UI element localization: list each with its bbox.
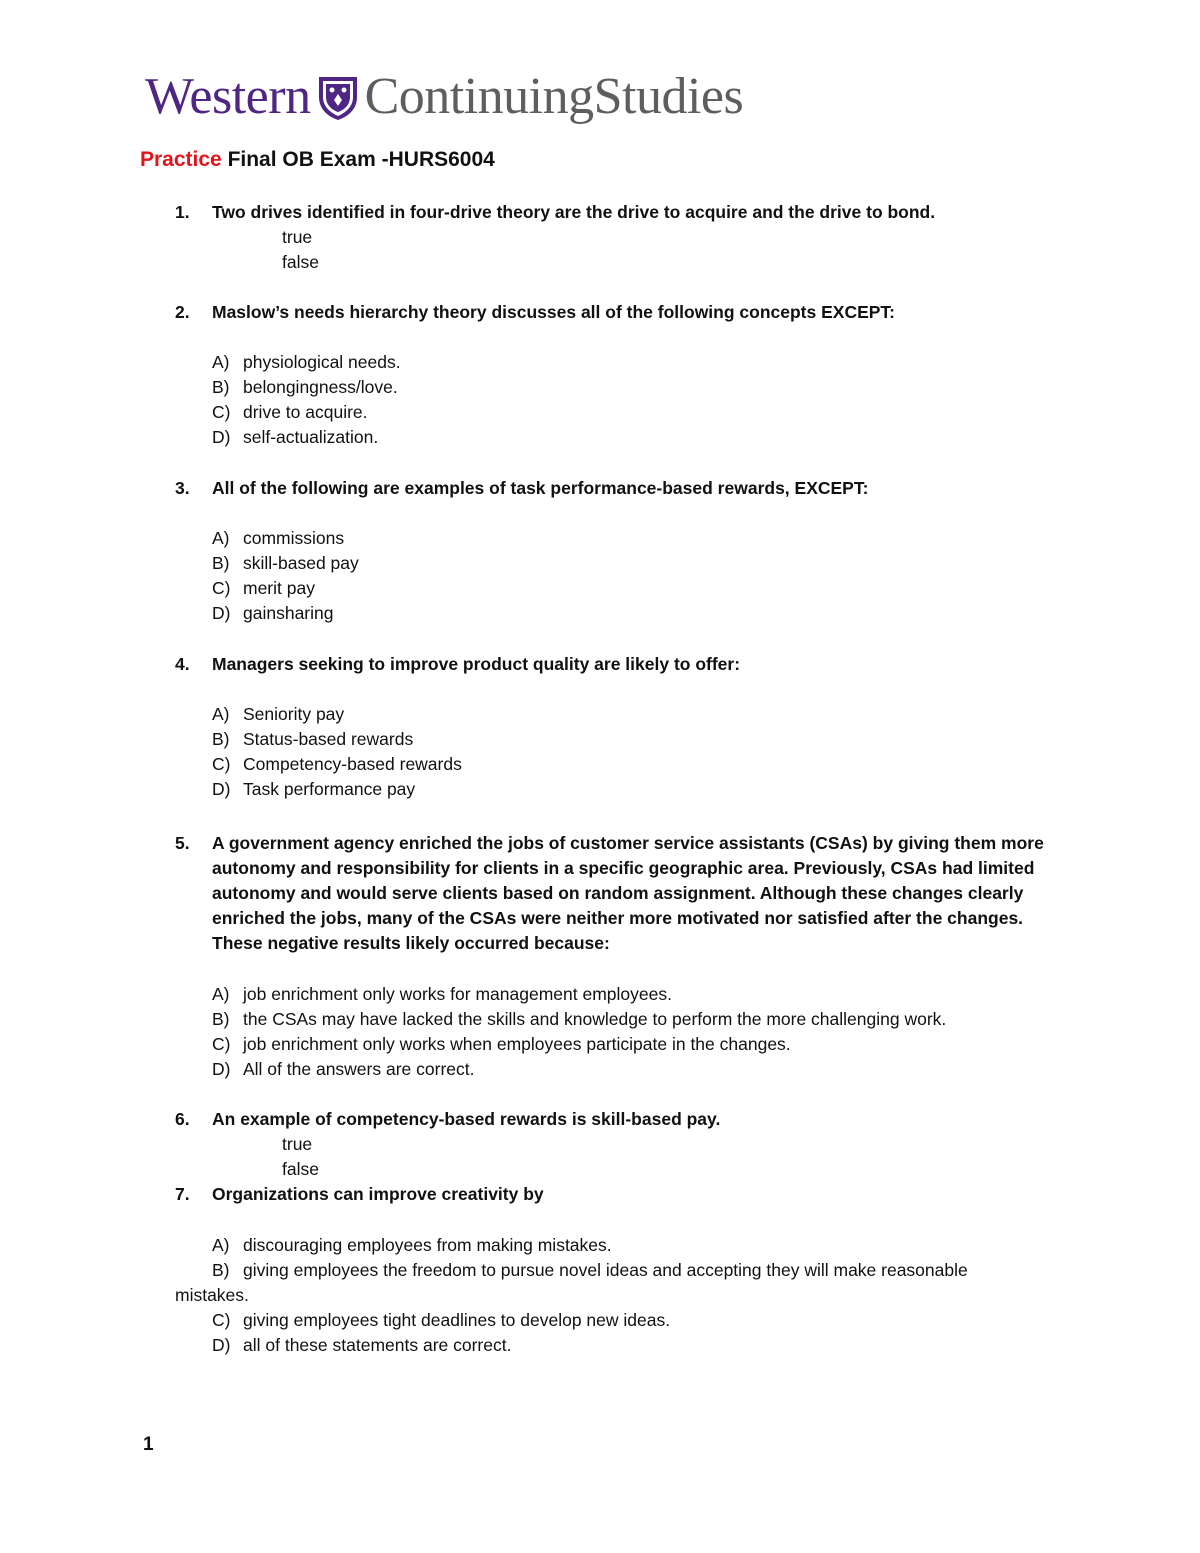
choice-false: false xyxy=(282,252,319,272)
logo-western-text: Western xyxy=(145,68,311,125)
question-number: 1. xyxy=(175,202,190,222)
option-text: giving employees tight deadlines to develop new ideas. xyxy=(243,1310,671,1330)
option-letter: B) xyxy=(212,729,230,749)
option-text: drive to acquire. xyxy=(243,402,368,422)
option-text: job enrichment only works when employees participate in the changes. xyxy=(243,1034,791,1054)
option-text: skill-based pay xyxy=(243,553,359,573)
option-text: discouraging employees from making mistakes. xyxy=(243,1235,612,1255)
option-text: All of the answers are correct. xyxy=(243,1059,475,1079)
question-text: A government agency enriched the jobs of customer service assistants (CSAs) by giving them more autonomy and responsibility for clients in a specific geographic area. Previously, CSAs had limited autonomy and would serve clients based on random assignment. Although these changes clearly enriched the jobs, many of the CSAs were neither more motivated nor satisfied after the changes. These negative results likely occurred because: xyxy=(212,833,1044,953)
option-text: all of these statements are correct. xyxy=(243,1335,512,1355)
title-rest: Final OB Exam -HURS6004 xyxy=(221,148,495,171)
option-letter: A) xyxy=(212,352,230,372)
option-letter: B) xyxy=(212,553,230,573)
option-text: job enrichment only works for management employees. xyxy=(243,984,672,1004)
option-letter: B) xyxy=(212,1260,230,1280)
option-text: self-actualization. xyxy=(243,427,379,447)
question-number: 7. xyxy=(175,1184,190,1204)
option-letter: A) xyxy=(212,528,230,548)
question-text: Two drives identified in four-drive theory are the drive to acquire and the drive to bond. xyxy=(212,202,936,222)
option-letter: B) xyxy=(212,377,230,397)
option-letter: D) xyxy=(212,779,231,799)
question-text: Maslow’s needs hierarchy theory discusses all of the following concepts EXCEPT: xyxy=(212,302,896,322)
question-text: Managers seeking to improve product quality are likely to offer: xyxy=(212,654,741,674)
title-accent: Practice xyxy=(140,148,222,171)
option-letter: D) xyxy=(212,603,231,623)
option-text: belongingness/love. xyxy=(243,377,398,397)
option-text: physiological needs. xyxy=(243,352,401,372)
question-text: An example of competency-based rewards is skill-based pay. xyxy=(212,1109,721,1129)
shield-crest-icon xyxy=(317,73,359,121)
option-letter: D) xyxy=(212,1335,231,1355)
option-text: commissions xyxy=(243,528,345,548)
option-text: merit pay xyxy=(243,578,315,598)
question-number: 5. xyxy=(175,833,190,853)
choice-true: true xyxy=(282,1134,313,1154)
question-number: 4. xyxy=(175,654,190,674)
option-letter: C) xyxy=(212,754,231,774)
option-letter: A) xyxy=(212,984,230,1004)
question-text: Organizations can improve creativity by xyxy=(212,1184,544,1204)
option-letter: D) xyxy=(212,1059,231,1079)
question-number: 6. xyxy=(175,1109,190,1129)
option-b xyxy=(175,1258,1045,1308)
option-letter: C) xyxy=(212,1034,231,1054)
option-text: Seniority pay xyxy=(243,704,345,724)
option-text: Status-based rewards xyxy=(243,729,414,749)
choice-false: false xyxy=(282,1159,319,1179)
page-number: 1 xyxy=(143,1434,154,1455)
option-text: the CSAs may have lacked the skills and knowledge to perform the more challenging work. xyxy=(243,1009,947,1029)
question-text: All of the following are examples of task performance-based rewards, EXCEPT: xyxy=(212,478,869,498)
question-number: 2. xyxy=(175,302,190,322)
western-continuing-studies-logo xyxy=(145,62,743,132)
option-letter: C) xyxy=(212,402,231,422)
page-title xyxy=(140,145,495,175)
option-letter: D) xyxy=(212,427,231,447)
option-letter: A) xyxy=(212,704,230,724)
question-number: 3. xyxy=(175,478,190,498)
option-letter: C) xyxy=(212,1310,231,1330)
option-text: giving employees the freedom to pursue novel ideas and accepting they will make reasonable mistakes. xyxy=(175,1260,968,1305)
option-text: gainsharing xyxy=(243,603,334,623)
logo-continuing-studies-text: ContinuingStudies xyxy=(364,68,744,125)
option-letter: A) xyxy=(212,1235,230,1255)
option-letter: C) xyxy=(212,578,231,598)
option-text: Task performance pay xyxy=(243,779,416,799)
choice-true: true xyxy=(282,227,313,247)
option-letter: B) xyxy=(212,1009,230,1029)
option-text: Competency-based rewards xyxy=(243,754,462,774)
